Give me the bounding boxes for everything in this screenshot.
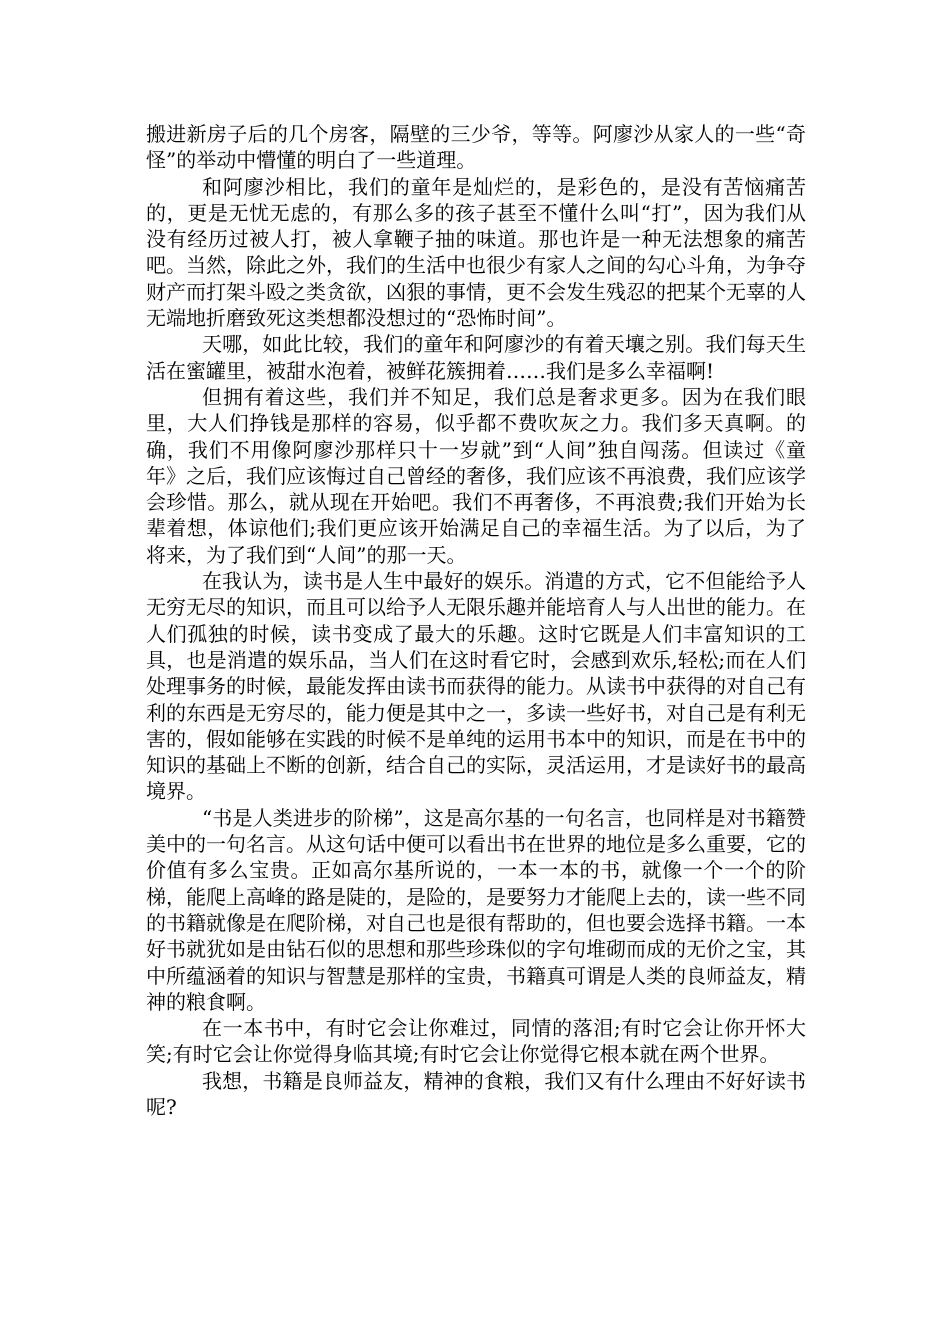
paragraph-1: 搬进新房子后的几个房客，隔壁的三少爷，等等。阿廖沙从家人的一些“奇怪”的举动中懵懂的明白了一些道理。	[146, 122, 806, 173]
paragraph-6: “书是人类进步的阶梯”，这是高尔基的一句名言，也同样是对书籍赞美中的一句名言。从这句话中便可以看出书在世界的地位是多么重要，它的价值有多么宝贵。正如高尔基所说的，一本一本的书，就像一个一个的阶梯，能爬上高峰的路是陡的，是险的，是要努力才能爬上去的，读一些不同的书籍就像是在爬阶梯，对自己也是很有帮助的，但也要会选择书籍。一本好书就犹如是由钻石似的思想和那些珍珠似的字句堆砌而成的无价之宝，其中所蕴涵着的知识与智慧是那样的宝贵，书籍真可谓是人类的良师益友，精神的粮食啊。	[146, 805, 806, 1014]
document-body	[146, 121, 806, 1120]
paragraph-7: 在一本书中，有时它会让你难过，同情的落泪;有时它会让你开怀大笑;有时它会让你觉得身临其境;有时它会让你觉得它根本就在两个世界。	[146, 1016, 806, 1067]
paragraph-2: 和阿廖沙相比，我们的童年是灿烂的，是彩色的，是没有苦恼痛苦的，更是无忧无虑的，有那么多的孩子甚至不懂什么叫“打”，因为我们从没有经历过被人打，被人拿鞭子抽的味道。那也许是一种无法想象的痛苦吧。当然，除此之外，我们的生活中也很少有家人之间的勾心斗角，为争夺财产而打架斗殴之类贪欲，凶狠的事情，更不会发生残忍的把某个无辜的人无端地折磨致死这类想都没想过的“恐怖时间”。	[146, 174, 806, 331]
paragraph-8: 我想，书籍是良师益友，精神的食粮，我们又有什么理由不好好读书呢?	[146, 1068, 806, 1119]
paragraph-4: 但拥有着这些，我们并不知足，我们总是奢求更多。因为在我们眼里，大人们挣钱是那样的容易，似乎都不费吹灰之力。我们多天真啊。的确，我们不用像阿廖沙那样只十一岁就”到“人间”独自闯荡。但读过《童年》之后，我们应该悔过自己曾经的奢侈，我们应该不再浪费，我们应该学会珍惜。那么，就从现在开始吧。我们不再奢侈，不再浪费;我们开始为长辈着想，体谅他们;我们更应该开始满足自己的幸福生活。为了以后，为了将来，为了我们到“人间”的那一天。	[146, 384, 806, 567]
paragraph-5: 在我认为，读书是人生中最好的娱乐。消遣的方式，它不但能给予人无穷无尽的知识，而且可以给予人无限乐趣并能培育人与人出世的能力。在人们孤独的时候，读书变成了最大的乐趣。这时它既是人们丰富知识的工具，也是消遣的娱乐品，当人们在这时看它时，会感到欢乐,轻松;而在人们处理事务的时候，最能发挥由读书而获得的能力。从读书中获得的对自己有利的东西是无穷尽的，能力便是其中之一，多读一些好书，对自己是有利无害的，假如能够在实践的时候不是单纯的运用书本中的知识，而是在书中的知识的基础上不断的创新，结合自己的实际，灵活运用，才是读好书的最高境界。	[146, 569, 806, 804]
paragraph-3: 天哪，如此比较，我们的童年和阿廖沙的有着天壤之别。我们每天生活在蜜罐里，被甜水泡着，被鲜花簇拥着……我们是多么幸福啊!	[146, 332, 806, 383]
